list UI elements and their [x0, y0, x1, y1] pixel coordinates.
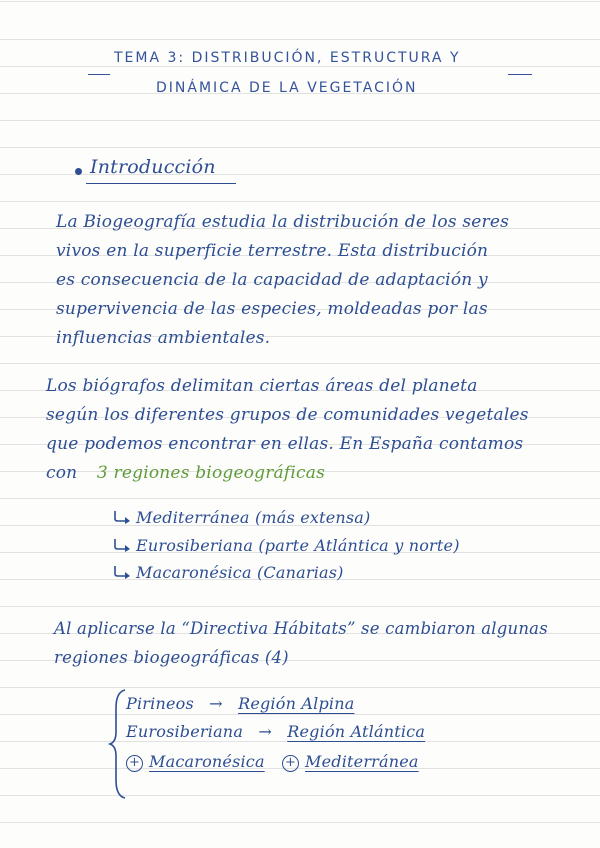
paragraph-2	[46, 372, 529, 488]
change-from: Eurosiberiana	[126, 722, 244, 741]
change-row-1	[126, 694, 354, 713]
merged-region: Mediterránea	[305, 752, 419, 771]
circled-plus-icon: +	[126, 755, 143, 772]
title-dash-right	[508, 74, 532, 75]
heading-underline	[86, 183, 236, 184]
paragraph-1-line: La Biogeografía estudia la distribución de los seres	[56, 212, 510, 232]
section-heading: Introducción	[90, 156, 216, 178]
paragraph-3-line: Al aplicarse la “Directiva Hábitats” se cambiaron algunas	[54, 619, 548, 638]
paragraph-1-line: influencias ambientales.	[56, 328, 271, 348]
paragraph-2-line: según los diferentes grupos de comunidades vegetales	[46, 405, 529, 425]
change-row-3	[126, 752, 419, 772]
change-to: Región Atlántica	[287, 722, 426, 741]
paragraph-1	[56, 208, 509, 353]
title-dash-left	[88, 74, 110, 75]
curved-arrow-icon	[112, 565, 132, 579]
arrow-right-icon: →	[209, 694, 223, 713]
paragraph-1-line: vivos en la superficie terrestre. Esta distribución	[56, 241, 489, 261]
arrow-right-icon: →	[258, 722, 272, 741]
paragraph-3-line: regiones biogeográficas (4)	[54, 648, 289, 667]
title-line-1: TEMA 3: DISTRIBUCIÓN, ESTRUCTURA Y	[114, 50, 461, 66]
paragraph-2-last-line	[46, 459, 529, 488]
curved-arrow-icon	[112, 510, 132, 524]
paragraph-1-line: supervivencia de las especies, moldeadas por las	[56, 299, 488, 319]
merged-region: Macaronésica	[149, 752, 265, 771]
region-item	[112, 563, 344, 582]
region-item	[112, 508, 370, 527]
regions-highlight: 3 regiones biogeográficas	[96, 463, 326, 483]
title-line-2: DINÁMICA DE LA VEGETACIÓN	[156, 80, 418, 96]
curly-brace-icon	[108, 688, 128, 800]
region-label: Macaronésica (Canarias)	[136, 563, 344, 582]
change-to: Región Alpina	[238, 694, 355, 713]
bullet-dot	[75, 168, 82, 175]
circled-plus-icon: +	[282, 755, 299, 772]
change-from: Pirineos	[126, 694, 194, 713]
paragraph-2-line: Los biógrafos delimitan ciertas áreas del planeta	[46, 376, 478, 396]
region-label: Eurosiberiana (parte Atlántica y norte)	[136, 536, 460, 555]
region-item	[112, 536, 460, 555]
change-row-2	[126, 722, 425, 741]
paragraph-3	[54, 614, 548, 672]
curved-arrow-icon	[112, 538, 132, 552]
paragraph-1-line: es consecuencia de la capacidad de adaptación y	[56, 270, 488, 290]
paragraph-2-prefix: con	[46, 463, 78, 483]
paragraph-2-line: que podemos encontrar en ellas. En España contamos	[46, 434, 524, 454]
region-label: Mediterránea (más extensa)	[136, 508, 371, 527]
